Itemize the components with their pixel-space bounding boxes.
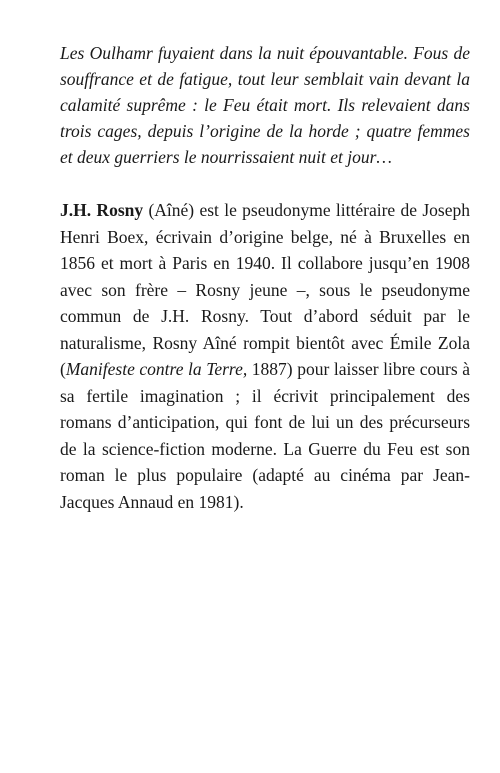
bio-text-part2: 1887) pour laisser libre cours à sa fertile imagination ; il écrivit principalement des romans d’anticipation, qui font de lui un des précurseurs de la science-fiction moderne. La Guerre du Feu est son roman le plus populaire (adapté au cinéma par Jean-Jacques Annaud en 1981). [60, 359, 471, 512]
page-content [60, 40, 470, 515]
bio-text-part1: (Aîné) est le pseudonyme littéraire de Joseph Henri Boex, écrivain d’origine belge, né à Bruxelles en 1856 et mort à Paris en 1940. Il collabore jusqu’en 1908 avec son frère – Rosny jeune –, sous le pseudonyme commun de J.H. Rosny. Tout d’abord séduit par le naturalisme, Rosny Aîné rompit bientôt avec Émile Zola ( [60, 200, 471, 379]
excerpt-paragraph: Les Oulhamr fuyaient dans la nuit épouvantable. Fous de souffrance et de fatigue, tout leur semblait vain devant la calamité suprême : le Feu était mort. Ils relevaient dans trois cages, depuis l’origine de la horde ; quatre femmes et deux guerriers le nourrissaient nuit et jour… [60, 43, 470, 167]
book-title: Manifeste contre la Terre, [65, 359, 248, 379]
author-biography-paragraph [60, 197, 470, 515]
author-name: J.H. Rosny [60, 200, 144, 220]
